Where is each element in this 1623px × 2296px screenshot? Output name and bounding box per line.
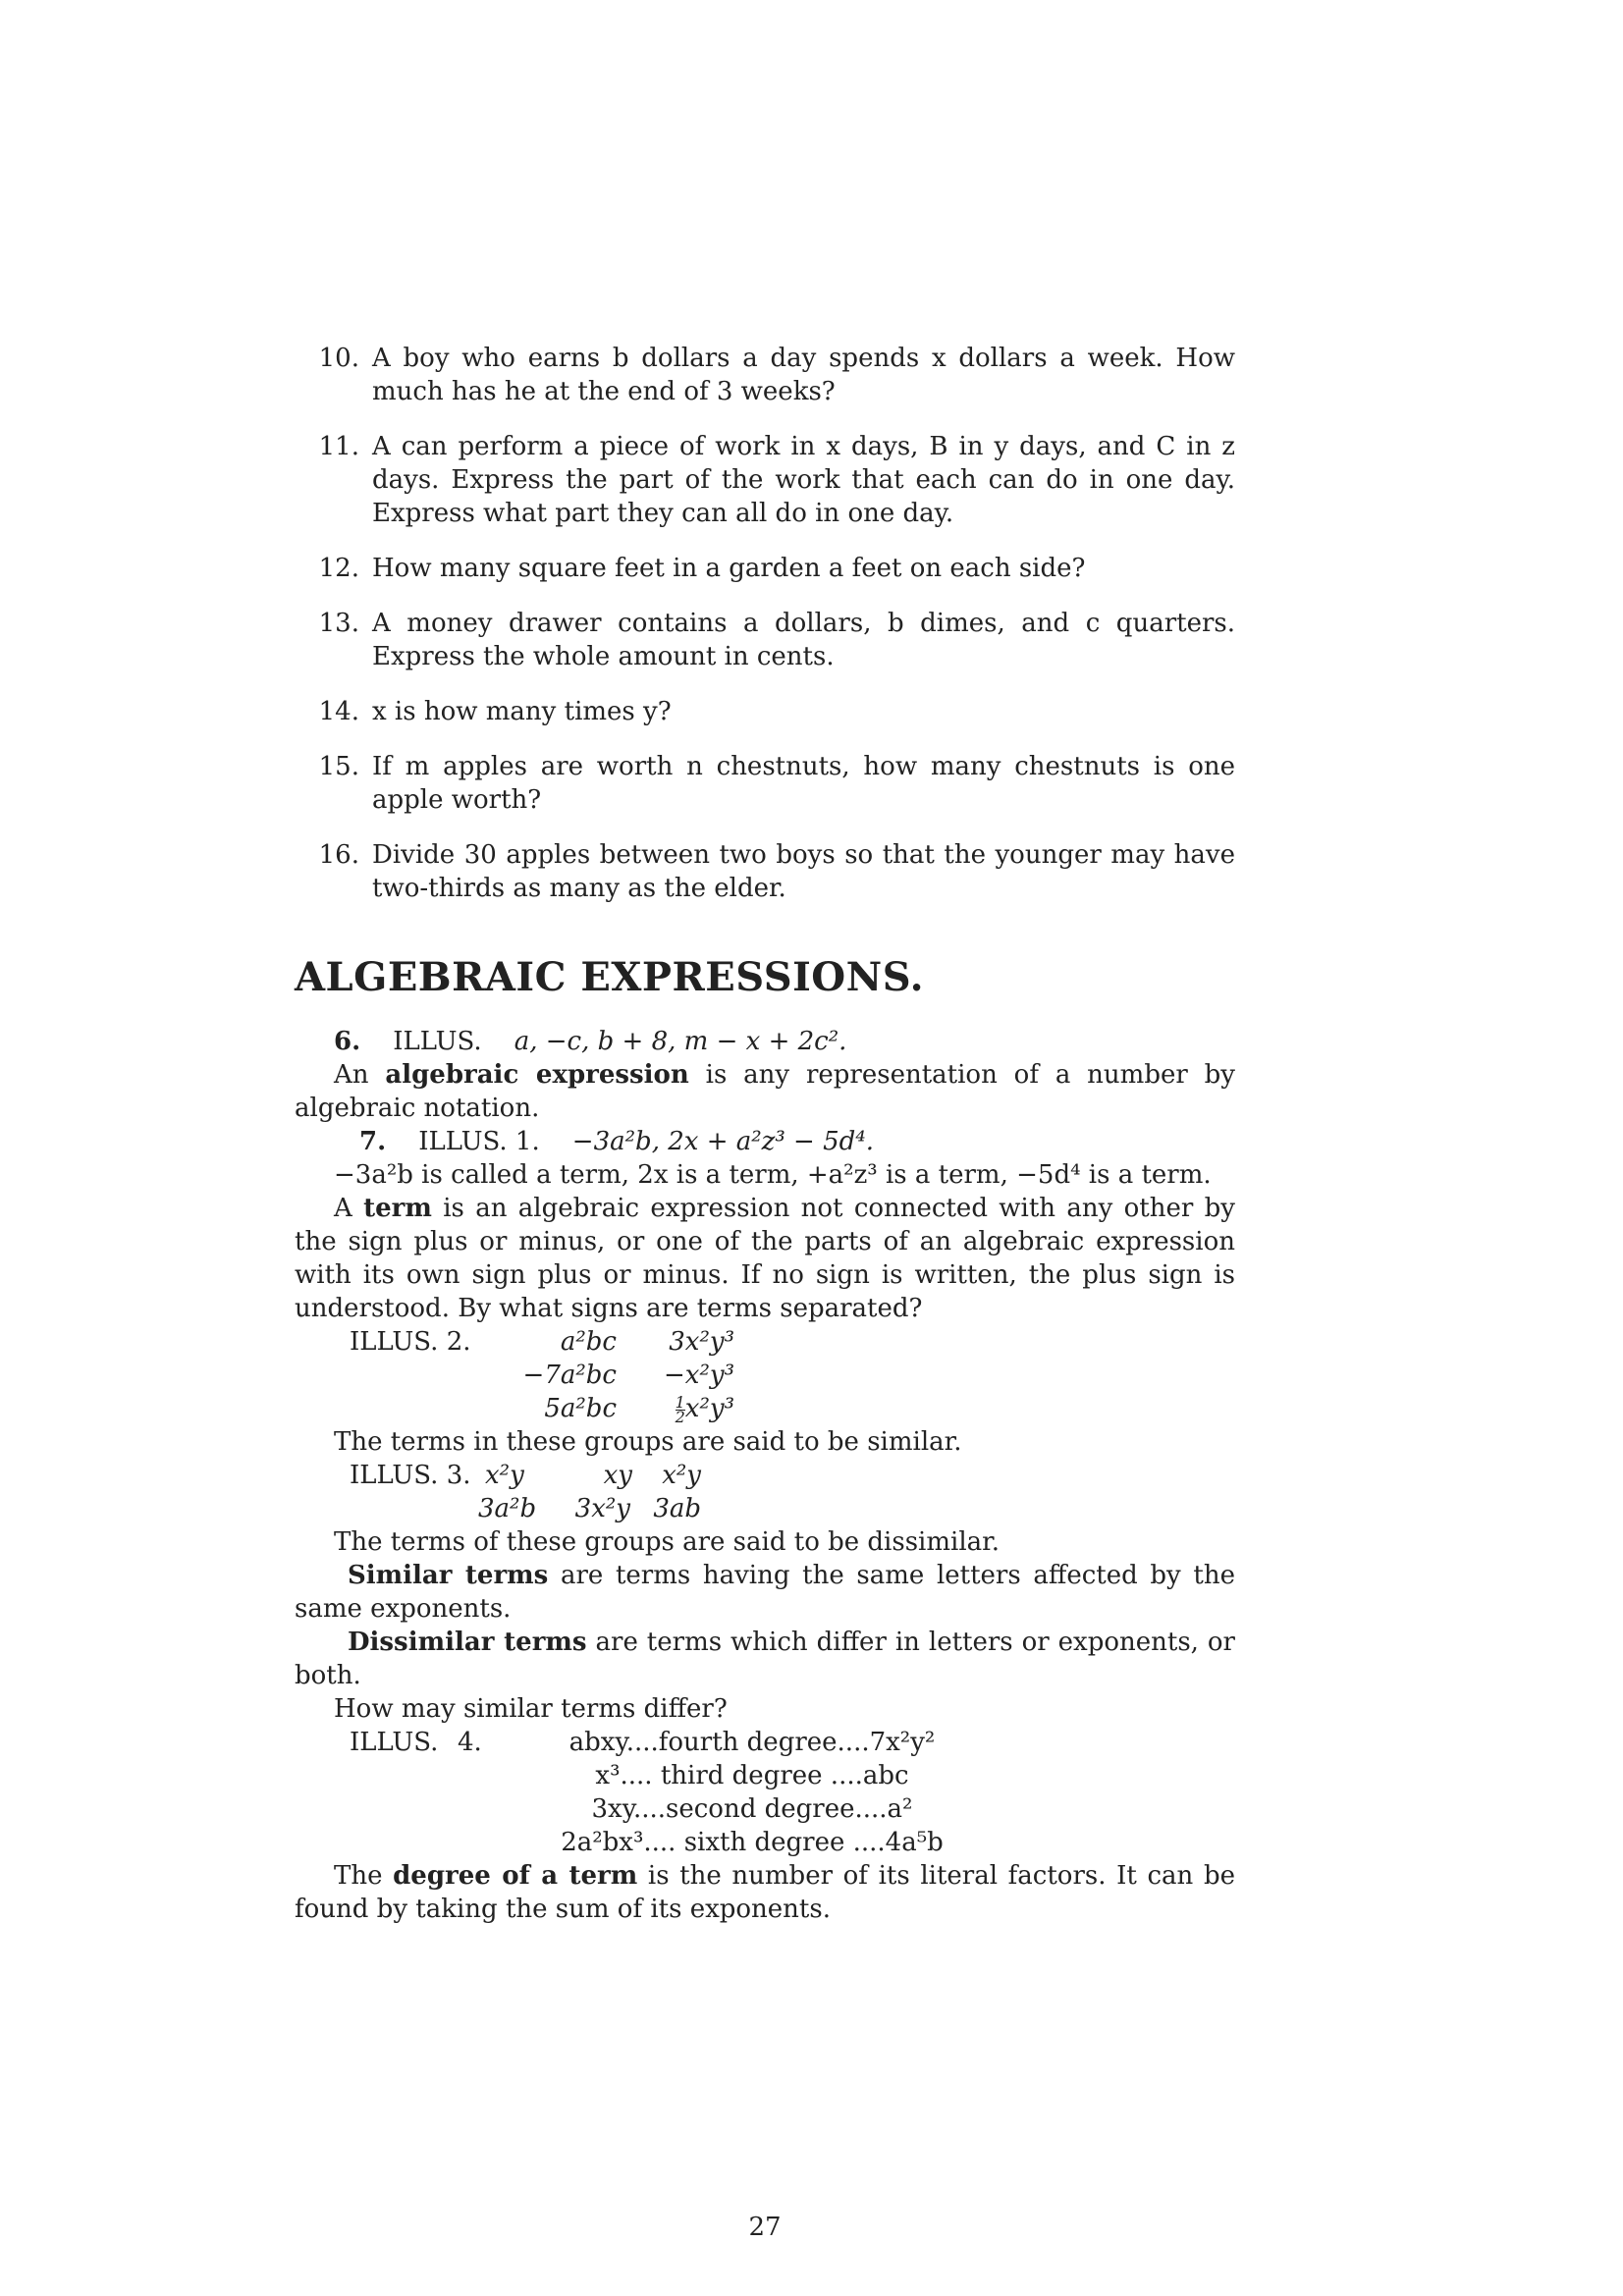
exercise-13 — [295, 607, 1235, 673]
illus3-cell: xy — [603, 1461, 632, 1490]
illus-2 — [295, 1325, 1235, 1425]
def-similar-terms — [295, 1559, 1235, 1626]
def-prefix: A — [334, 1194, 364, 1223]
illus-number: 4. — [458, 1728, 482, 1757]
degree-line: x³.... third degree ....abc — [595, 1761, 909, 1790]
illus-label: ILLUS. 1. — [418, 1127, 540, 1156]
illus-label: ILLUS. 3. — [350, 1461, 471, 1490]
section-heading: ALGEBRAIC EXPRESSIONS. — [295, 954, 925, 1000]
exercise-number: 14. — [318, 697, 359, 726]
illus-4 — [295, 1726, 1235, 1859]
page-number: 27 — [748, 2213, 782, 2242]
exercise-number: 11. — [318, 432, 359, 461]
illus2-cell: 3x²y³ — [669, 1327, 734, 1357]
def-term-paragraph — [295, 1192, 1235, 1325]
term: x²y³ — [684, 1394, 734, 1423]
def-body: are terms having the same letters affected by the same exponents. — [295, 1561, 1235, 1624]
exercise-number: 12. — [318, 554, 359, 583]
exercise-text: A boy who earns b dollars a day spends x dollars a week. How much has he at the end of 3 weeks? — [372, 344, 1235, 406]
def-dissimilar-terms — [295, 1626, 1235, 1692]
degree-line: 2a²bx³.... sixth degree ....4a⁵b — [561, 1828, 944, 1857]
illus2-cell: a²bc — [560, 1327, 617, 1357]
section-6-illus — [295, 1025, 1235, 1058]
one-half-fraction — [675, 1392, 685, 1426]
degree-line: abxy....fourth degree....7x²y² — [568, 1728, 936, 1757]
exercise-text: Divide 30 apples between two boys so that the younger may have two-thirds as many as the elder. — [372, 840, 1235, 903]
def-term: degree of a term — [393, 1861, 638, 1891]
illus3-cell: 3x²y — [574, 1494, 630, 1523]
fraction-denominator: 2 — [675, 1407, 685, 1426]
illus-label: ILLUS. 2. — [350, 1327, 471, 1357]
illus-3 — [295, 1459, 1235, 1525]
exercise-number: 13. — [318, 609, 359, 638]
illus2-cell-fraction — [617, 1392, 734, 1425]
def-body: is the number of its literal factors. It can be found by taking the sum of its exponents. — [295, 1861, 1235, 1924]
def-prefix: The — [334, 1861, 394, 1891]
exercise-16 — [295, 838, 1235, 905]
exercise-text: If m apples are worth n chestnuts, how many chestnuts is one apple worth? — [372, 752, 1235, 815]
illus2-cell: 5a²bc — [544, 1394, 617, 1423]
similar-line: The terms in these groups are said to be similar. — [334, 1427, 962, 1457]
def-term: Similar terms — [348, 1561, 549, 1590]
illus-label: ILLUS. — [393, 1027, 482, 1056]
def-algebraic-expression — [295, 1058, 1235, 1125]
illus3-cell: 3ab — [653, 1494, 701, 1523]
def-degree — [295, 1859, 1235, 1926]
exercise-text: A money drawer contains a dollars, b dimes, and c quarters. Express the whole amount in cents. — [372, 609, 1235, 671]
def-term: algebraic expression — [385, 1060, 689, 1090]
def-body: is any representation of a number by algebraic notation. — [295, 1060, 1235, 1123]
illus2-cell: −x²y³ — [664, 1361, 734, 1390]
illus3-cell: x²y — [485, 1461, 524, 1490]
exercise-10 — [295, 342, 1235, 408]
exercise-15 — [295, 750, 1235, 817]
degree-line: 3xy....second degree....a² — [591, 1794, 913, 1824]
illus3-cell: 3a²b — [478, 1494, 537, 1523]
def-body: are terms which differ in letters or exponents, or both. — [295, 1628, 1235, 1690]
exercise-text: How many square feet in a garden a feet on each side? — [372, 554, 1086, 583]
def-prefix: An — [334, 1060, 386, 1090]
question-line: How may similar terms differ? — [334, 1694, 728, 1724]
exercise-number: 16. — [318, 840, 359, 870]
exercise-14 — [295, 695, 1235, 728]
page-body — [295, 342, 1235, 2242]
section-number: 7. — [359, 1127, 387, 1156]
exercise-text: x is how many times y? — [372, 697, 672, 726]
def-term: Dissimilar terms — [348, 1628, 587, 1657]
illus-label: ILLUS. — [350, 1728, 439, 1757]
exercise-number: 15. — [318, 752, 359, 781]
section-7-illus — [295, 1125, 1235, 1158]
exercise-11 — [295, 430, 1235, 530]
illus3-cell: x²y — [662, 1461, 701, 1490]
section-number: 6. — [334, 1027, 361, 1056]
exercise-text: A can perform a piece of work in x days, B in y days, and C in z days. Express the part of the work that each can do in one day. Express what part they can all do in one day. — [372, 432, 1235, 528]
dissimilar-line: The terms of these groups are said to be dissimilar. — [334, 1527, 1000, 1557]
def-term: term — [363, 1194, 432, 1223]
illus2-cell: −7a²bc — [522, 1361, 617, 1390]
fraction-numerator: 1 — [675, 1392, 685, 1412]
exercise-12 — [295, 552, 1235, 585]
exercise-number: 10. — [318, 344, 359, 373]
illus-expression: −3a²b, 2x + a²z³ − 5d⁴. — [571, 1127, 874, 1156]
terms-line: −3a²b is called a term, 2x is a term, +a²z³ is a term, −5d⁴ is a term. — [334, 1160, 1212, 1190]
illus-expression: a, −c, b + 8, m − x + 2c². — [514, 1027, 847, 1056]
def-body: is an algebraic expression not connected with any other by the sign plus or minus, or one of the parts of an algebraic expression with its own sign plus or minus. If no sign is written, the plus sign is understood. By what signs are terms separated? — [295, 1194, 1235, 1323]
